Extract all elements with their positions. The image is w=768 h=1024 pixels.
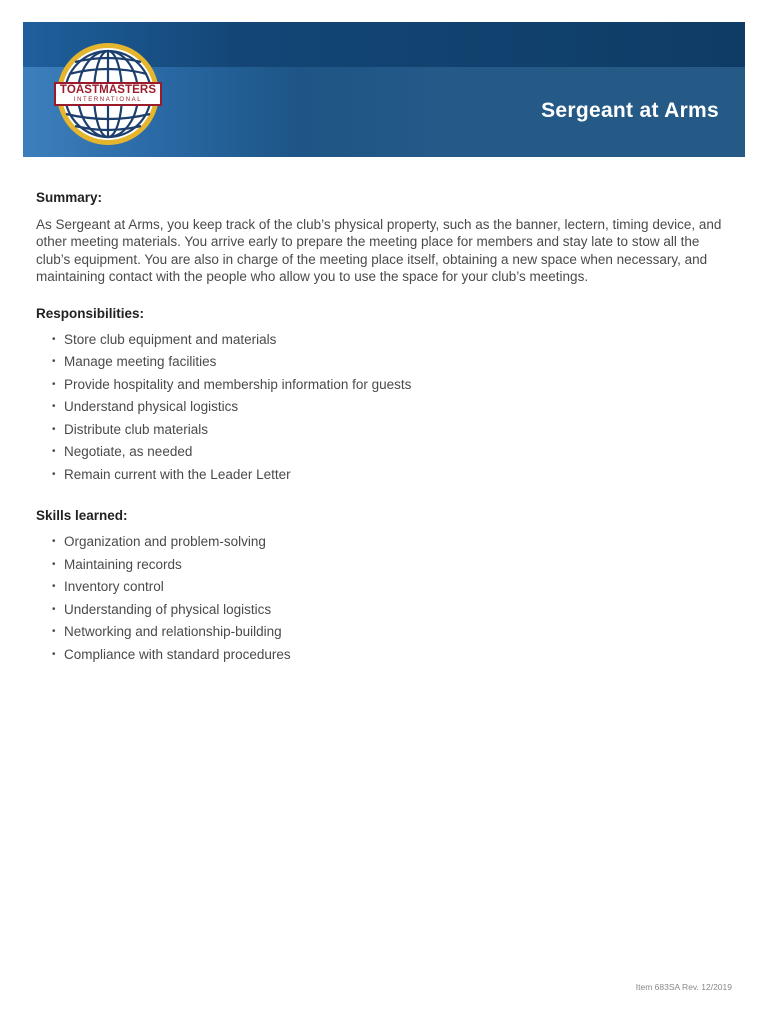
list-item: • Negotiate, as needed	[36, 443, 736, 466]
logo-wordmark	[45, 82, 171, 106]
summary-section	[36, 190, 736, 286]
footer-item-number: Item 683SA Rev. 12/2019	[635, 982, 732, 992]
skills-list	[36, 533, 736, 668]
document-body	[36, 190, 736, 668]
responsibilities-list	[36, 331, 736, 489]
summary-heading: Summary:	[36, 190, 103, 205]
list-item: • Maintaining records	[36, 556, 736, 579]
toastmasters-logo	[45, 42, 171, 146]
list-item: • Understanding of physical logistics	[36, 601, 736, 624]
list-item: • Provide hospitality and membership information for guests	[36, 376, 736, 399]
logo-sub-text: INTERNATIONAL	[73, 96, 143, 103]
skills-heading: Skills learned:	[36, 508, 128, 524]
logo-main-text: TOASTMASTERS	[59, 84, 157, 96]
list-item: • Distribute club materials	[36, 421, 736, 444]
list-item: • Understand physical logistics	[36, 398, 736, 421]
responsibilities-section	[36, 306, 736, 489]
list-item: • Inventory control	[36, 578, 736, 601]
list-item: • Store club equipment and materials	[36, 331, 736, 354]
responsibilities-heading: Responsibilities:	[36, 305, 145, 321]
list-item: • Manage meeting facilities	[36, 353, 736, 376]
list-item: • Organization and problem-solving	[36, 533, 736, 556]
list-item: • Networking and relationship-building	[36, 623, 736, 646]
summary-text: As Sergeant at Arms, you keep track of the club’s physical property, such as the banner, lectern, timing device, and other meeting materials. You arrive early to prepare the meeting place for members and stay late to stow all the club’s equipment. You are also in charge of the meeting place itself, obtaining a new space when necessary, and maintaining contact with the people who allow you to use the space for your club’s meetings.	[36, 217, 722, 285]
skills-section	[36, 508, 736, 668]
page-title: Sergeant at Arms	[541, 99, 719, 122]
list-item: • Remain current with the Leader Letter	[36, 466, 736, 489]
list-item: • Compliance with standard procedures	[36, 646, 736, 669]
header-banner	[23, 22, 745, 157]
